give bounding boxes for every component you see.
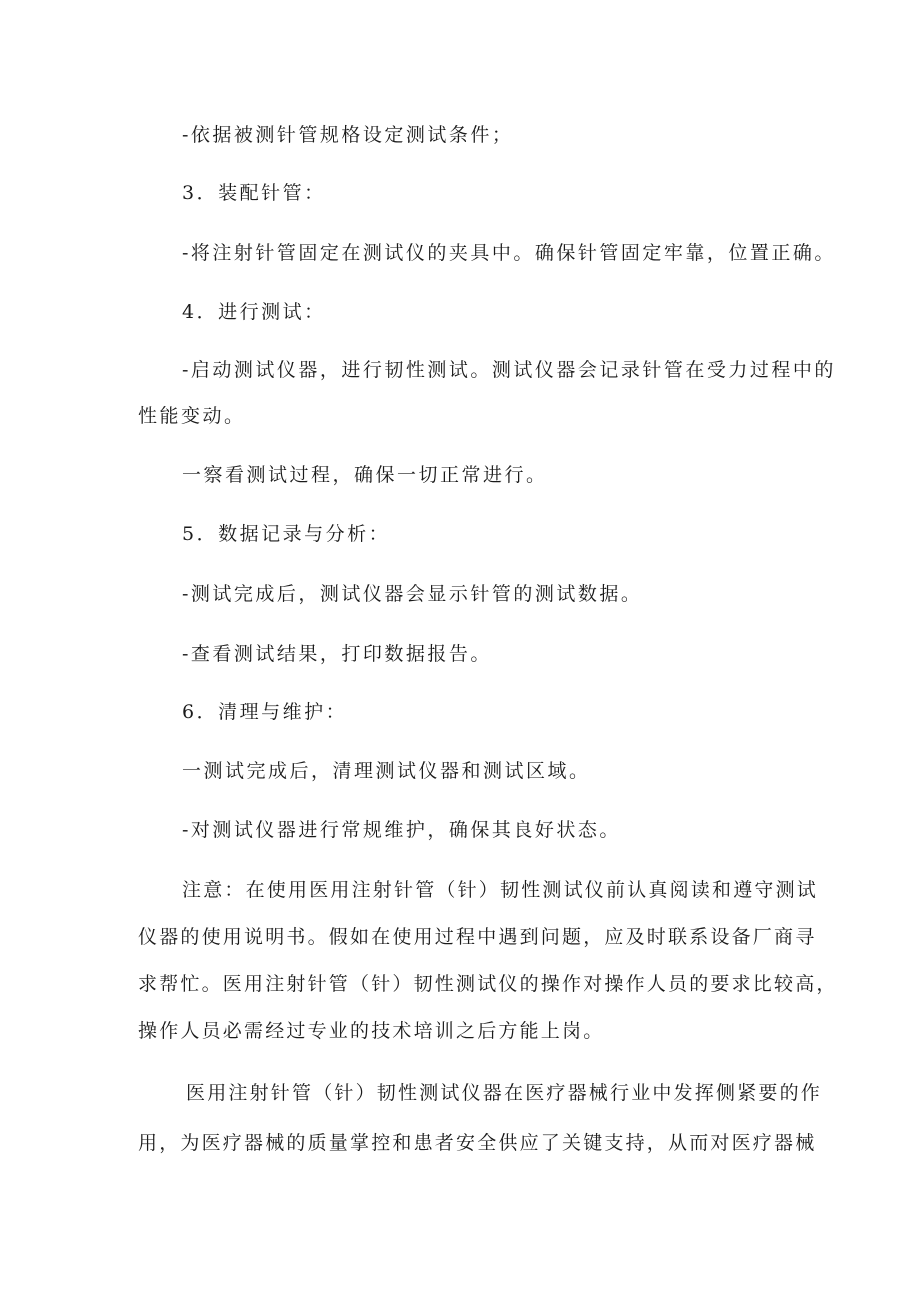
closing-line: 医用注射针管（针）韧性测试仪器在医疗器械行业中发挥侧紧要的作 [186,1082,823,1104]
step-heading-data: 5．数据记录与分析： [182,523,391,545]
note-line: 操作人员必需经过专业的技术培训之后方能上岗。 [138,1020,605,1042]
note-paragraph [138,876,838,1045]
step-text-set-conditions: -依据被测针管规格设定测试条件； [182,124,514,146]
step-text-start-test: -启动测试仪器，进行韧性测试。测试仪器会记录针管在受力过程中的 [182,359,836,381]
step-text-cleanup: 一测试完成后，清理测试仪器和测试区域。 [182,760,591,782]
step-heading-assemble: 3．装配针管： [182,182,326,204]
note-line: 求帮忙。医用注射针管（针）韧性测试仪的操作对操作人员的要求比较高， [138,973,838,995]
note-line: 仪器的使用说明书。假如在使用过程中遇到问题，应及时联系设备厂商寻 [138,926,817,948]
step-text-print-report: -查看测试结果，打印数据报告。 [182,643,492,665]
step-heading-test: 4．进行测试： [182,301,326,323]
closing-paragraph [138,1079,823,1157]
closing-line: 用，为医疗器械的质量掌控和患者安全供应了关键支持，从而对医疗器械 [138,1132,817,1154]
note-line: 注意：在使用医用注射针管（针）韧性测试仪前认真阅读和遵守测试 [182,879,819,901]
step-text-maintenance: -对测试仪器进行常规维护，确保其良好状态。 [182,819,621,841]
step-text-fix-needle: -将注射针管固定在测试仪的夹具中。确保针管固定牢靠，位置正确。 [182,242,836,264]
step-text-start-test-continued: 性能变动。 [138,405,246,427]
step-heading-cleanup: 6．清理与维护： [182,701,348,723]
step-text-observe: 一察看测试过程，确保一切正常进行。 [182,464,548,486]
step-text-display-data: -测试完成后，测试仪器会显示针管的测试数据。 [182,583,643,605]
